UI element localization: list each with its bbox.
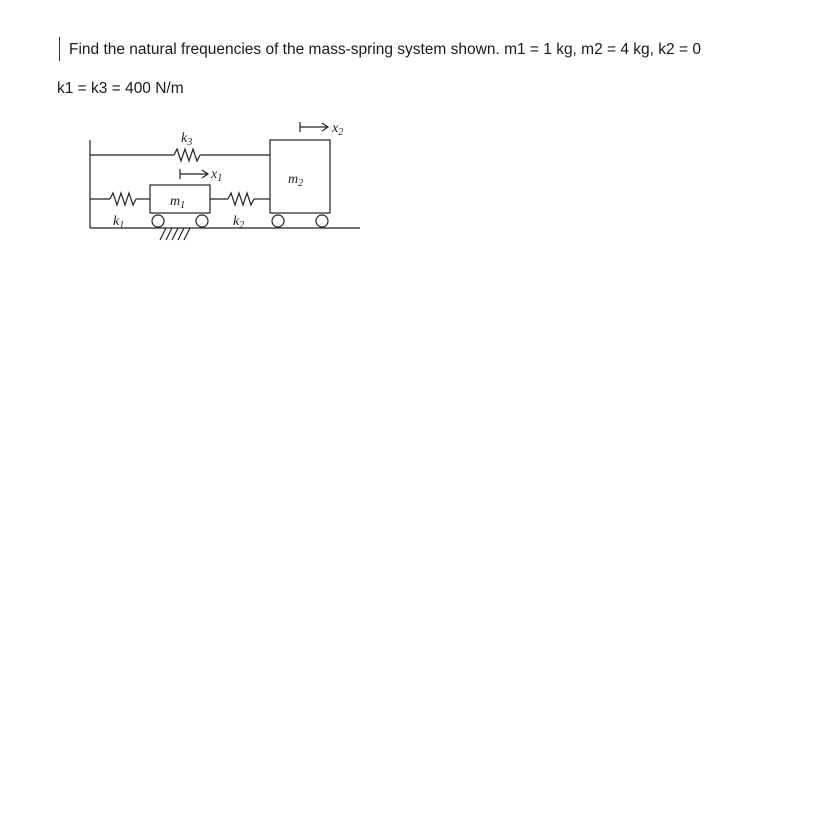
problem-statement-line2: k1 = k3 = 400 N/m [57, 80, 184, 97]
text-cursor [59, 37, 60, 61]
spring-k2 [210, 193, 270, 205]
k1-label: $k_1$ [113, 214, 125, 231]
k2-label: $k_2$ [233, 214, 245, 231]
spring-k1 [90, 193, 150, 205]
x2-label: $x_2$ [332, 121, 344, 138]
x1-arrow [180, 169, 208, 179]
x2-arrow [300, 122, 328, 132]
m2-wheel-right [316, 215, 328, 227]
m2-label: $m_2$ [288, 172, 304, 189]
mass-m2-block [270, 140, 330, 213]
m1-label: $m_1$ [170, 194, 186, 211]
mass-spring-diagram [80, 115, 370, 245]
m1-wheel-right [196, 215, 208, 227]
k3-label: $k_3$ [181, 131, 193, 148]
m1-wheel-left [152, 215, 164, 227]
spring-k3 [90, 149, 270, 161]
x1-label: $x_1$ [211, 167, 223, 184]
m2-wheel-left [272, 215, 284, 227]
ground-hatch [160, 228, 190, 240]
problem-statement-line1: Find the natural frequencies of the mass-spring system shown. m1 = 1 kg, m2 = 4 kg, k2 = 0 [69, 41, 701, 58]
